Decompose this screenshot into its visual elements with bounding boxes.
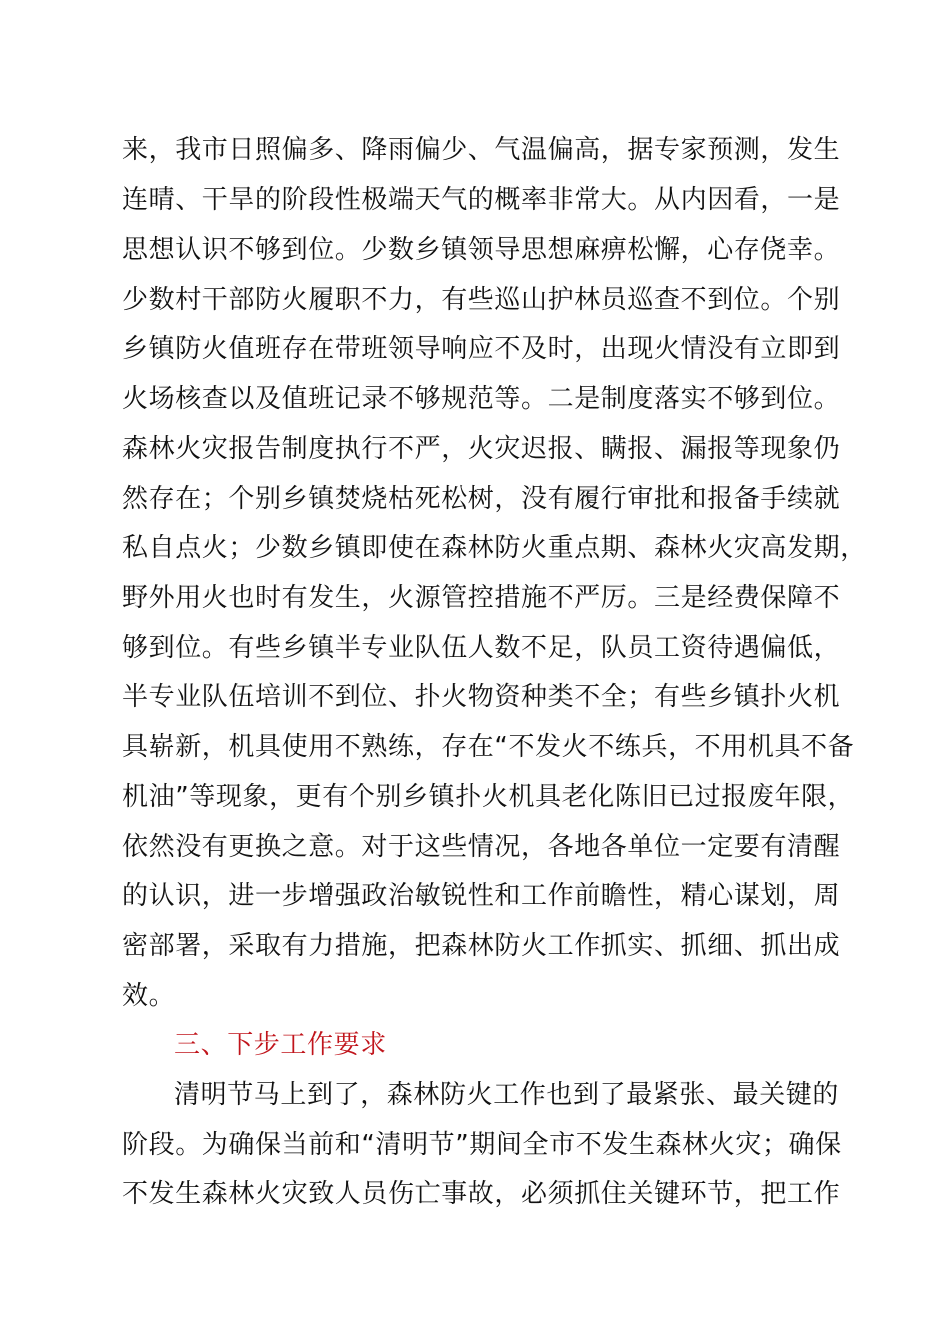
body-line-7: 森林火灾报告制度执行不严，火灾迟报、瞒报、漏报等现象仍 (122, 434, 841, 464)
body-line-4: 少数村干部防火履职不力，有些巡山护林员巡查不到位。个别 (122, 285, 841, 315)
body-line-16: 的认识，进一步增强政治敏锐性和工作前瞻性，精心谋划，周 (122, 881, 841, 911)
body-line-5: 乡镇防火值班存在带班领导响应不及时，出现火情没有立即到 (122, 334, 841, 364)
body-line-2: 连晴、干旱的阶段性极端天气的概率非常大。从内因看，一是 (122, 185, 841, 215)
section-line-2: 阶段。为确保当前和“清明节”期间全市不发生森林火灾；确保 (122, 1130, 842, 1160)
body-line-14: 机油”等现象，更有个别乡镇扑火机具老化陈旧已过报废年限， (122, 782, 855, 812)
body-line-9: 私自点火；少数乡镇即使在森林防火重点期、森林火灾高发期， (122, 533, 867, 563)
body-line-6: 火场核查以及值班记录不够规范等。二是制度落实不够到位。 (122, 384, 841, 414)
body-line-8: 然存在；个别乡镇焚烧枯死松树，没有履行审批和报备手续就 (122, 484, 841, 514)
body-line-11: 够到位。有些乡镇半专业队伍人数不足，队员工资待遇偏低， (122, 633, 841, 663)
body-line-18: 效。 (122, 981, 176, 1011)
section-heading: 三、下步工作要求 (174, 1030, 387, 1060)
body-line-13: 具崭新，机具使用不熟练，存在“不发火不练兵，不用机具不备 (122, 732, 855, 762)
body-line-10: 野外用火也时有发生，火源管控措施不严厉。三是经费保障不 (122, 583, 841, 613)
section-line-1: 清明节马上到了，森林防火工作也到了最紧张、最关键的 (174, 1080, 840, 1110)
section-line-3: 不发生森林火灾致人员伤亡事故，必须抓住关键环节，把工作 (122, 1179, 841, 1209)
body-line-15: 依然没有更换之意。对于这些情况，各地各单位一定要有清醒 (122, 832, 841, 862)
body-line-17: 密部署，采取有力措施，把森林防火工作抓实、抓细、抓出成 (122, 931, 841, 961)
body-line-12: 半专业队伍培训不到位、扑火物资种类不全；有些乡镇扑火机 (122, 682, 841, 712)
body-line-3: 思想认识不够到位。少数乡镇领导思想麻痹松懈，心存侥幸。 (122, 235, 841, 265)
body-line-1: 来，我市日照偏多、降雨偏少、气温偏高，据专家预测，发生 (122, 135, 841, 165)
